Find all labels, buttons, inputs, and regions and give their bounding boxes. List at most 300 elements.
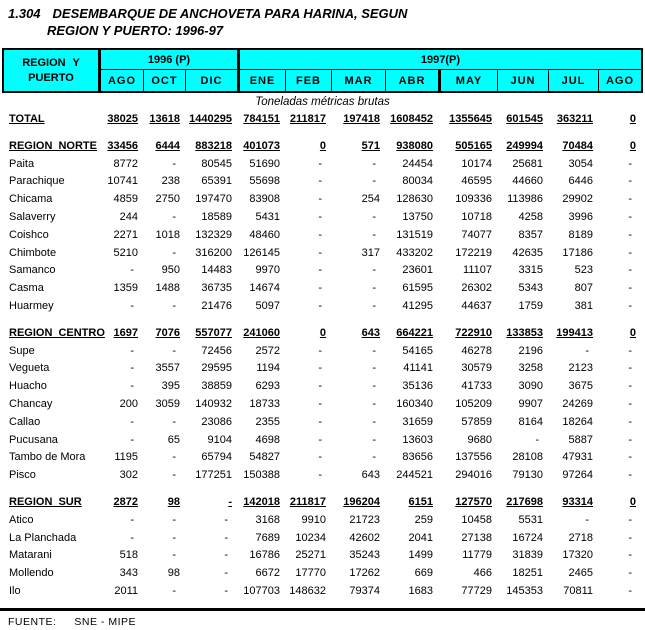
table-cell: 10174 xyxy=(461,157,492,170)
table-cell: 97264 xyxy=(562,469,593,482)
table-cell: 29902 xyxy=(562,193,593,206)
table-cell: - xyxy=(628,397,632,410)
table-cell: 1759 xyxy=(518,299,543,312)
table-cell: - xyxy=(628,584,632,597)
table-cell: 1195 xyxy=(114,451,138,464)
table-cell: 23086 xyxy=(201,415,232,428)
table-cell: 29595 xyxy=(201,362,232,375)
table-cell: 883218 xyxy=(195,139,232,152)
table-cell: - xyxy=(628,282,632,295)
table-cell: - xyxy=(318,433,322,446)
table-cell: - xyxy=(585,513,589,526)
table-cell: - xyxy=(318,246,322,259)
table-cell: 244521 xyxy=(396,469,433,482)
table-cell: - xyxy=(628,433,632,446)
table-cell: 0 xyxy=(319,326,326,339)
table-cell: - xyxy=(224,549,228,562)
table-cell: 46595 xyxy=(461,175,492,188)
table-cell: 8772 xyxy=(113,157,138,170)
section-row xyxy=(4,494,641,512)
row-label: Chicama xyxy=(9,193,53,206)
table-cell: - xyxy=(318,228,322,241)
table-cell: - xyxy=(172,549,176,562)
table-cell: 9970 xyxy=(255,264,280,277)
row-label: Chancay xyxy=(9,397,53,410)
table-row xyxy=(4,449,641,467)
table-cell: - xyxy=(628,415,632,428)
table-cell: 3168 xyxy=(255,513,280,526)
table-cell: - xyxy=(372,451,376,464)
source-note xyxy=(8,616,136,628)
table-cell: 7076 xyxy=(155,326,180,339)
table-cell: 5210 xyxy=(113,246,138,259)
table-cell: 25681 xyxy=(512,157,543,170)
table-cell: 6444 xyxy=(155,139,180,152)
table-cell: 643 xyxy=(361,326,380,339)
table-body xyxy=(4,111,641,601)
table-cell: - xyxy=(224,584,228,597)
table-cell: 3059 xyxy=(155,397,180,410)
table-cell: 30579 xyxy=(461,362,492,375)
table-cell: - xyxy=(372,344,376,357)
table-cell: 44637 xyxy=(461,299,492,312)
header-month-abr97: ABR xyxy=(385,70,438,91)
table-cell: 98 xyxy=(167,495,180,508)
table-cell: - xyxy=(628,531,632,544)
table-cell: - xyxy=(172,157,176,170)
source-label: FUENTE: xyxy=(8,616,57,628)
row-label: La Planchada xyxy=(9,531,77,544)
table-cell: 2196 xyxy=(518,344,543,357)
table-cell: 18264 xyxy=(562,415,593,428)
table-cell: 14483 xyxy=(201,264,232,277)
table-cell: 21476 xyxy=(201,299,232,312)
table-cell: 79374 xyxy=(349,584,380,597)
table-cell: 38859 xyxy=(201,380,232,393)
table-cell: 14674 xyxy=(249,282,280,295)
table-cell: - xyxy=(318,264,322,277)
table-cell: 3675 xyxy=(568,380,593,393)
table-cell: 938080 xyxy=(396,139,433,152)
table-cell: 2572 xyxy=(255,344,280,357)
source-value: SNE - MIPE xyxy=(74,616,137,628)
header-year-1996: 1996 (P) xyxy=(101,50,237,70)
table-cell: - xyxy=(318,193,322,206)
table-cell: 317 xyxy=(361,246,380,259)
table-cell: 36735 xyxy=(201,282,232,295)
table-cell: 401073 xyxy=(243,139,280,152)
table-cell: 395 xyxy=(161,380,180,393)
title-line1: DESEMBARQUE DE ANCHOVETA PARA HARINA, SEGUN xyxy=(52,6,408,21)
table-cell: 6672 xyxy=(255,567,280,580)
table-cell: 518 xyxy=(119,549,138,562)
table-cell: 177251 xyxy=(195,469,232,482)
table-cell: - xyxy=(372,282,376,295)
table-cell: 197418 xyxy=(343,113,380,125)
header-region-line1: REGION Y xyxy=(22,56,80,69)
table-cell: 466 xyxy=(473,567,492,580)
table-cell: - xyxy=(372,228,376,241)
header-region-line2: PUERTO xyxy=(28,71,74,84)
table-cell: - xyxy=(372,362,376,375)
table-cell: 3054 xyxy=(568,157,593,170)
section-row xyxy=(4,138,641,156)
table-cell: 128630 xyxy=(396,193,433,206)
table-cell: 13603 xyxy=(402,433,433,446)
table-row xyxy=(4,298,641,316)
table-cell: - xyxy=(318,210,322,223)
table-cell: 28108 xyxy=(512,451,543,464)
row-label: TOTAL xyxy=(9,113,45,125)
table-cell: 11779 xyxy=(462,549,492,562)
table-cell: - xyxy=(318,362,322,375)
table-cell: 238 xyxy=(161,175,180,188)
table-cell: - xyxy=(535,433,539,446)
table-row xyxy=(4,209,641,227)
table-cell: 3996 xyxy=(568,210,593,223)
table-cell: 10718 xyxy=(461,210,492,223)
row-label: REGION CENTRO xyxy=(9,326,105,339)
table-cell: 8189 xyxy=(568,228,593,241)
table-cell: 35243 xyxy=(349,549,380,562)
table-cell: - xyxy=(318,397,322,410)
table-cell: - xyxy=(130,344,134,357)
table-cell: 784151 xyxy=(243,113,280,125)
table-cell: 44660 xyxy=(512,175,543,188)
table-cell: 6446 xyxy=(568,175,593,188)
table-cell: 601545 xyxy=(506,113,543,125)
table-cell: 433202 xyxy=(396,246,433,259)
table-cell: 150388 xyxy=(243,469,280,482)
table-cell: 643 xyxy=(361,469,380,482)
table-cell: 65 xyxy=(167,433,180,446)
header-month-ago96: AGO xyxy=(107,74,137,87)
table-cell: 10741 xyxy=(107,175,138,188)
table-cell: 18251 xyxy=(512,567,543,580)
table-cell: 18589 xyxy=(201,210,232,223)
table-cell: - xyxy=(318,299,322,312)
table-row xyxy=(4,530,641,548)
row-label: Supe xyxy=(9,344,35,357)
table-cell: 254 xyxy=(361,193,380,206)
table-cell: 11107 xyxy=(463,264,492,277)
table-cell: - xyxy=(372,264,376,277)
table-cell: - xyxy=(372,397,376,410)
table-row xyxy=(4,583,641,601)
table-cell: 7689 xyxy=(255,531,280,544)
table-cell: 1608452 xyxy=(390,113,433,125)
table-cell: - xyxy=(318,380,322,393)
table-cell: 77729 xyxy=(461,584,492,597)
table-cell: 722910 xyxy=(455,326,492,339)
table-cell: 160340 xyxy=(396,397,433,410)
table-cell: 0 xyxy=(319,139,326,152)
table-cell: - xyxy=(628,246,632,259)
table-cell: - xyxy=(224,567,228,580)
title-line2: REGION Y PUERTO: 1996-97 xyxy=(47,23,224,38)
row-label: REGION NORTE xyxy=(9,139,97,152)
table-cell: 137556 xyxy=(455,451,492,464)
table-cell: - xyxy=(318,344,322,357)
table-cell: 79130 xyxy=(512,469,543,482)
table-cell: 316200 xyxy=(195,246,232,259)
table-cell: 363211 xyxy=(556,113,593,125)
table-cell: 24269 xyxy=(562,397,593,410)
table-cell: 381 xyxy=(574,299,593,312)
table-cell: - xyxy=(372,175,376,188)
table-cell: - xyxy=(130,433,134,446)
table-cell: 8164 xyxy=(518,415,543,428)
table-cell: 70811 xyxy=(563,584,593,597)
table-cell: 10234 xyxy=(295,531,326,544)
table-cell: 1499 xyxy=(408,549,433,562)
header-region-puerto xyxy=(4,50,101,91)
header-month-jul97: JUL xyxy=(548,70,598,91)
row-label: Huarmey xyxy=(9,299,54,312)
table-cell: 31839 xyxy=(512,549,543,562)
header-month-dic96: DIC xyxy=(185,70,237,91)
table-cell: - xyxy=(172,299,176,312)
table-cell: 5343 xyxy=(518,282,543,295)
table-cell: 1359 xyxy=(113,282,138,295)
table-cell: 9680 xyxy=(467,433,492,446)
table-cell: 142018 xyxy=(243,495,280,508)
table-cell: 61595 xyxy=(402,282,433,295)
table-row xyxy=(4,378,641,396)
table-cell: - xyxy=(628,362,632,375)
table-row xyxy=(4,191,641,209)
table-cell: - xyxy=(585,344,589,357)
table-cell: 2750 xyxy=(155,193,180,206)
table-cell: 65794 xyxy=(201,451,232,464)
table-cell: - xyxy=(172,246,176,259)
table-cell: 17770 xyxy=(295,567,326,580)
row-label: Tambo de Mora xyxy=(9,451,86,464)
row-label: Callao xyxy=(9,415,41,428)
table-cell: 6151 xyxy=(408,495,433,508)
table-cell: 669 xyxy=(414,567,433,580)
table-cell: 38025 xyxy=(107,113,138,125)
table-cell: 13618 xyxy=(149,113,180,125)
table-cell: 2465 xyxy=(568,567,593,580)
table-cell: 244 xyxy=(119,210,138,223)
table-cell: - xyxy=(628,299,632,312)
table-cell: - xyxy=(172,584,176,597)
table-cell: 4859 xyxy=(113,193,138,206)
table-row xyxy=(4,414,641,432)
table-cell: 9910 xyxy=(301,513,326,526)
table-cell: 42635 xyxy=(512,246,543,259)
table-cell: 249994 xyxy=(506,139,543,152)
table-cell: - xyxy=(130,415,134,428)
table-cell: - xyxy=(172,415,176,428)
table-cell: 65391 xyxy=(201,175,232,188)
table-cell: 1194 xyxy=(256,362,280,375)
table-cell: - xyxy=(628,380,632,393)
table-cell: - xyxy=(628,193,632,206)
header-month-ago97: AGO xyxy=(598,70,641,91)
bottom-rule xyxy=(0,608,645,611)
table-cell: 950 xyxy=(161,264,180,277)
row-label: Pisco xyxy=(9,469,36,482)
table-cell: 1488 xyxy=(155,282,180,295)
table-cell: 140932 xyxy=(195,397,232,410)
table-cell: 54165 xyxy=(402,344,433,357)
table-row xyxy=(4,396,641,414)
row-label: REGION SUR xyxy=(9,495,82,508)
table-cell: - xyxy=(628,210,632,223)
table-cell: 1018 xyxy=(155,228,180,241)
table-cell: 2041 xyxy=(408,531,433,544)
table-cell: 42602 xyxy=(349,531,380,544)
table-cell: 17320 xyxy=(562,549,593,562)
header-month-mar97: MAR xyxy=(331,70,385,91)
row-label: Atico xyxy=(9,513,34,526)
table-cell: 72456 xyxy=(201,344,232,357)
row-label: Ilo xyxy=(9,584,21,597)
table-cell: - xyxy=(172,513,176,526)
table-cell: 5097 xyxy=(255,299,280,312)
table-cell: 807 xyxy=(574,282,593,295)
table-cell: 33456 xyxy=(107,139,138,152)
table-cell: 26302 xyxy=(461,282,492,295)
table-cell: - xyxy=(318,451,322,464)
table-cell: - xyxy=(172,210,176,223)
header-month-feb97: FEB xyxy=(285,70,331,91)
table-cell: - xyxy=(224,513,228,526)
table-cell: 31659 xyxy=(402,415,433,428)
table-cell: 54827 xyxy=(249,451,280,464)
table-cell: 0 xyxy=(629,139,636,152)
row-label: Salaverry xyxy=(9,210,56,223)
table-cell: 80034 xyxy=(402,175,433,188)
table-cell: - xyxy=(224,531,228,544)
table-cell: - xyxy=(130,531,134,544)
table-cell: 107703 xyxy=(243,584,280,597)
table-cell: 41141 xyxy=(403,362,433,375)
section-row xyxy=(4,325,641,343)
table-cell: 98 xyxy=(167,567,180,580)
header-month-jun97: JUN xyxy=(497,70,548,91)
table-cell: 3315 xyxy=(518,264,543,277)
table-cell: 343 xyxy=(119,567,138,580)
table-cell: - xyxy=(372,415,376,428)
table-cell: - xyxy=(628,451,632,464)
table-cell: 3090 xyxy=(518,380,543,393)
table-cell: 57859 xyxy=(461,415,492,428)
table-cell: - xyxy=(628,264,632,277)
table-cell: - xyxy=(318,282,322,295)
table-cell: 196204 xyxy=(343,495,380,508)
table-cell: 199413 xyxy=(556,326,593,339)
table-cell: - xyxy=(130,362,134,375)
table-cell: - xyxy=(372,210,376,223)
table-cell: 83908 xyxy=(249,193,280,206)
table-cell: 18733 xyxy=(249,397,280,410)
table-cell: - xyxy=(130,513,134,526)
table-cell: 9104 xyxy=(207,433,232,446)
table-cell: 571 xyxy=(361,139,380,152)
table-number: 1.304 xyxy=(8,6,41,21)
table-cell: 2011 xyxy=(114,584,138,597)
table-cell: 148632 xyxy=(289,584,326,597)
table-cell: 48460 xyxy=(249,228,280,241)
header-month-may97: MAY xyxy=(438,70,497,91)
table-cell: - xyxy=(372,433,376,446)
table-cell: - xyxy=(372,157,376,170)
row-label: Vegueta xyxy=(9,362,50,375)
table-cell: - xyxy=(628,549,632,562)
table-cell: - xyxy=(628,344,632,357)
table-cell: 41295 xyxy=(402,299,433,312)
row-label: Chimbote xyxy=(9,246,57,259)
table-cell: 1683 xyxy=(408,584,433,597)
table-cell: - xyxy=(318,469,322,482)
table-cell: - xyxy=(318,175,322,188)
table-cell: 2718 xyxy=(568,531,593,544)
table-cell: - xyxy=(130,264,134,277)
table-cell: 80545 xyxy=(201,157,232,170)
table-cell: 17186 xyxy=(562,246,593,259)
table-cell: 70484 xyxy=(562,139,593,152)
table-cell: 3258 xyxy=(518,362,543,375)
table-cell: 3557 xyxy=(155,362,180,375)
table-cell: - xyxy=(628,228,632,241)
table-cell: 1697 xyxy=(113,326,138,339)
table-cell: - xyxy=(628,513,632,526)
table-cell: 4698 xyxy=(255,433,280,446)
document-title xyxy=(8,5,407,39)
table-cell: 0 xyxy=(629,495,636,508)
table-row xyxy=(4,467,641,485)
table-cell: 557077 xyxy=(195,326,232,339)
table-cell: 93314 xyxy=(562,495,593,508)
table-header xyxy=(2,48,643,93)
table-cell: - xyxy=(318,157,322,170)
table-row xyxy=(4,343,641,361)
units-note: Toneladas métricas brutas xyxy=(255,96,390,108)
table-cell: 1440295 xyxy=(189,113,232,125)
table-cell: 259 xyxy=(414,513,433,526)
table-cell: 35136 xyxy=(402,380,433,393)
table-cell: - xyxy=(628,567,632,580)
table-cell: - xyxy=(130,299,134,312)
table-cell: 113986 xyxy=(507,193,543,206)
table-cell: 302 xyxy=(119,469,138,482)
table-cell: 21723 xyxy=(349,513,380,526)
table-cell: 5531 xyxy=(518,513,543,526)
row-label: Mollendo xyxy=(9,567,54,580)
table-cell: 127570 xyxy=(455,495,492,508)
table-cell: - xyxy=(628,157,632,170)
table-cell: - xyxy=(172,344,176,357)
table-cell: 9907 xyxy=(518,397,543,410)
row-label: Paita xyxy=(9,157,35,170)
table-cell: 83656 xyxy=(402,451,433,464)
table-cell: 1355645 xyxy=(449,113,492,125)
table-row xyxy=(4,547,641,565)
table-row xyxy=(4,360,641,378)
table-cell: 131519 xyxy=(396,228,433,241)
table-cell: 241060 xyxy=(243,326,280,339)
table-cell: - xyxy=(172,531,176,544)
row-label: Samanco xyxy=(9,264,56,277)
table-cell: 6293 xyxy=(255,380,280,393)
table-cell: - xyxy=(172,469,176,482)
table-cell: 217698 xyxy=(506,495,543,508)
table-cell: 16724 xyxy=(512,531,543,544)
table-cell: 24454 xyxy=(402,157,433,170)
